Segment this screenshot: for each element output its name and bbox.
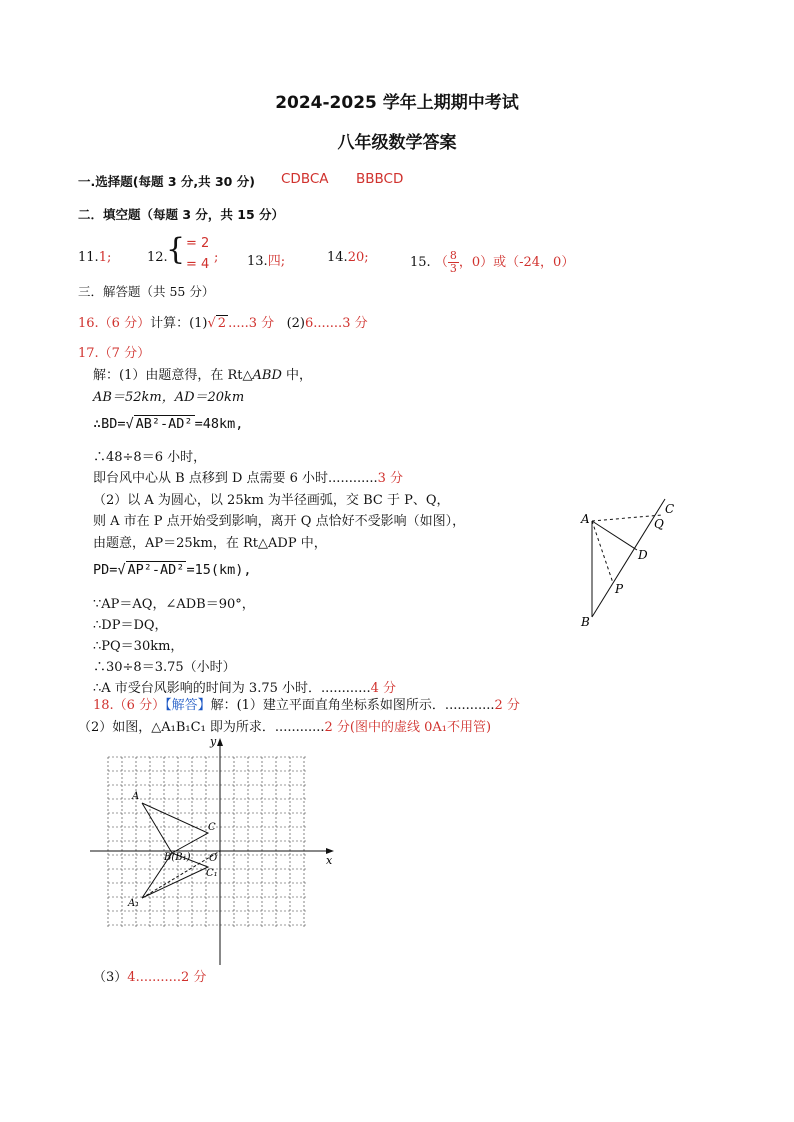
- y-axis-arrow-icon: [217, 738, 223, 746]
- mc-answers-b: BBBCD: [356, 171, 404, 187]
- mc-answers-a: CDBCA: [281, 171, 329, 187]
- fill-q13: 13.四;: [247, 254, 286, 269]
- q17-line13: ∴30÷8＝3.75（小时）: [93, 660, 236, 675]
- q17-line6: （2）以 A 为圆心，以 25km 为半径画弧，交 BC 于 P、Q，: [93, 493, 450, 508]
- fig-label-d: D: [638, 548, 648, 562]
- grid-label-b: B(B₁): [164, 852, 191, 863]
- fill-q11: 11.1;: [78, 250, 112, 265]
- grid-label-a1: A₁: [128, 898, 140, 909]
- fill-q15: 15. （ $\frac{8}{3}$ ，0）或（-24，0）: [410, 249, 575, 275]
- q17-line9: PD=√ AP²-AD² =15(km),: [93, 562, 252, 578]
- q17-line7: 则 A 市在 P 点开始受到影响，离开 Q 点恰好不受影响（如图），: [93, 514, 466, 529]
- q17-line11: ∴DP＝DQ，: [93, 618, 168, 633]
- q17-line4: ∴48÷8＝6 小时，: [93, 450, 207, 465]
- fig-label-p: P: [615, 582, 624, 596]
- q17-line5: 即台风中心从 B 点移到 D 点需要 6 小时............3 分: [93, 471, 404, 486]
- q18-line3: （3）4...........2 分: [93, 970, 207, 985]
- fill-q12-brace: {: [166, 232, 186, 267]
- fig-label-a: A: [581, 512, 590, 526]
- grid-label-y: y: [210, 735, 217, 748]
- section2-heading: 二．填空题（每题 3 分，共 15 分）: [78, 207, 285, 222]
- section1-heading: 一.选择题(每题 3 分,共 30 分): [78, 174, 255, 189]
- q17-line12: ∴PQ＝30km，: [93, 639, 184, 654]
- fig-label-q: Q: [654, 517, 664, 531]
- section3-heading: 三．解答题（共 55 分）: [78, 284, 215, 299]
- q17-line2: AB＝52km，AD＝20km: [93, 390, 245, 405]
- fig-label-c: C: [665, 502, 675, 516]
- q17-line14: ∴A 市受台风影响的时间为 3.75 小时．............4 分: [93, 681, 396, 696]
- grid-label-a: A: [132, 791, 140, 802]
- q17-line1: 解：(1）由题意得，在 Rt△ABD 中，: [93, 368, 313, 383]
- q17-line8: 由题意，AP＝25km，在 Rt△ADP 中，: [93, 536, 327, 551]
- grid-label-c1: C₁: [206, 868, 218, 879]
- fill-q12-num: 12.: [147, 250, 168, 265]
- q17-triangle-figure: [570, 495, 680, 630]
- fig-label-b: B: [581, 615, 590, 629]
- q18-line2: （2）如图，△A₁B₁C₁ 即为所求．............2 分(图中的虚线 0A₁不用管): [78, 720, 492, 735]
- fill-q14: 14.20;: [327, 250, 369, 265]
- q17-label: 17.（7 分）: [78, 346, 151, 361]
- fill-q12-top: = 2: [186, 236, 210, 251]
- page-subtitle: 八年级数学答案: [337, 133, 457, 153]
- grid-label-x: x: [326, 854, 333, 867]
- grid-label-o: O: [209, 853, 218, 864]
- q18-coordinate-grid: [90, 733, 350, 965]
- page-title: 2024-2025 学年上期期中考试: [275, 93, 519, 113]
- q16-line: 16.（6 分）计算：(1)√ 2 .....3 分 (2)6.......3 分: [78, 316, 368, 331]
- grid-label-c: C: [208, 822, 216, 833]
- q17-line10: ∵AP＝AQ，∠ADB＝90°，: [93, 597, 255, 612]
- fill-q12-bottom: = 4: [186, 257, 210, 272]
- q18-line1: 18.（6 分）【解答】解：(1）建立平面直角坐标系如图所示．............2 分: [93, 698, 520, 713]
- fill-q12-semi: ;: [214, 250, 219, 265]
- fill-q15-fraction: $\frac{8}{3}$: [449, 249, 457, 275]
- triangle-abc: [142, 803, 208, 853]
- q17-line3: ∴BD=√ AB²-AD² =48km,: [93, 416, 244, 432]
